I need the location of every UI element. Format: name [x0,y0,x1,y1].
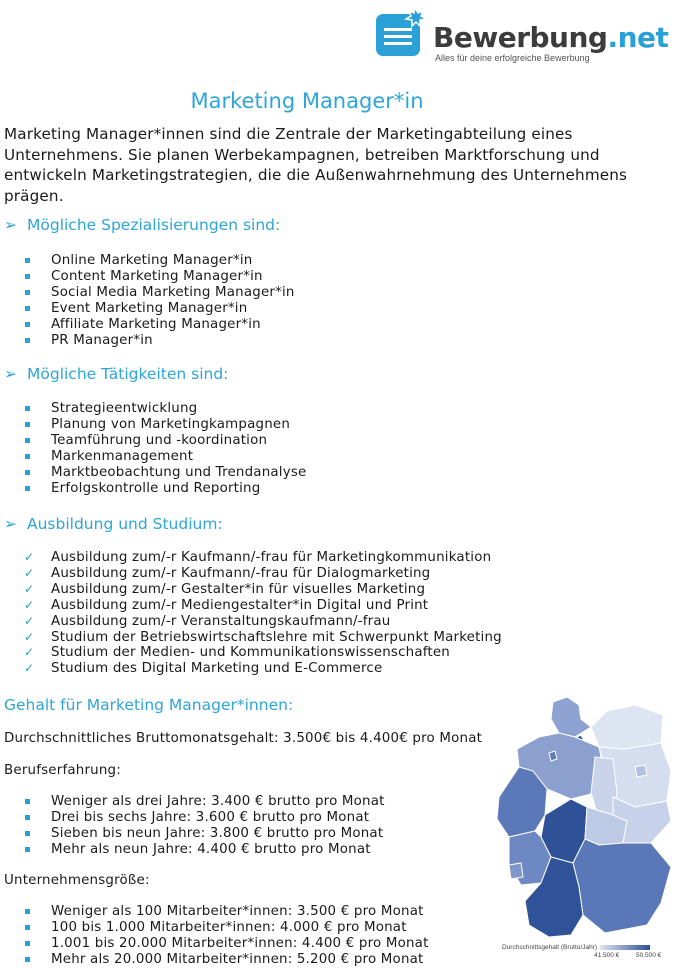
list-item: Mehr als 20.000 Mitarbeiter*innen: 5.200 € pro Monat [22,952,429,968]
arrow-bullet-icon: ➢ [4,365,17,383]
list-item: ✓ Studium des Digital Marketing und E-Commerce [24,661,383,677]
tasks-list [22,401,306,496]
checkmark-icon: ✓ [24,565,35,580]
square-bullet-icon [25,470,30,475]
section-heading-tasks: ➢ Mögliche Tätigkeiten sind: [4,365,229,383]
section-heading-education: ➢ Ausbildung und Studium: [4,515,223,533]
map-region-mecklenburg [591,705,663,749]
list-item: Strategieentwicklung [22,401,306,417]
square-bullet-icon [25,941,30,946]
square-bullet-icon [25,815,30,820]
brand-logo [375,6,681,68]
document-star-icon [375,6,429,58]
map-legend-title: Durchschnittsgehalt (Brutto/Jahr) [502,944,598,951]
list-item: ✓ Ausbildung zum/-r Kaufmann/-frau für Dialogmarketing [24,565,431,581]
square-bullet-icon [25,274,30,279]
map-region-bremen [549,751,557,761]
map-region-schleswig-holstein [551,697,591,737]
list-item: Teamführung und -koordination [22,433,306,449]
square-bullet-icon [25,486,30,491]
checkmark-icon: ✓ [24,550,35,564]
map-legend-min: 41.500 € [594,952,620,959]
list-item: 1.001 bis 20.000 Mitarbeiter*innen: 4.400 € pro Monat [22,936,429,952]
brand-tagline: Alles für deine erfolgreiche Bewerbung [435,53,590,63]
list-item: Sieben bis neun Jahre: 3.800 € brutto pro Monat [22,826,385,842]
list-item: ✓ Studium der Betriebswirtschaftslehre mit Schwerpunkt Marketing [24,629,502,645]
square-bullet-icon [25,438,30,443]
list-item: PR Manager*in [22,333,295,349]
list-item: Content Marketing Manager*in [22,269,295,285]
arrow-bullet-icon: ➢ [4,216,17,234]
checkmark-icon: ✓ [24,613,35,628]
company-size-label: Unternehmensgröße: [4,873,150,888]
intro-paragraph: Marketing Manager*innen sind die Zentrale der Marketingabteilung eines Unternehmens. Sie planen Werbekampagnen, betreiben Marktforschung und entwickeln Marketingstrategien, die die Außenwahrnehmung des Unternehmens prägen. [4,125,628,205]
square-bullet-icon [25,925,30,930]
checkmark-icon: ✓ [24,597,35,612]
square-bullet-icon [25,306,30,311]
list-item: ✓ Ausbildung zum/-r Veranstaltungskaufmann/-frau [24,613,391,629]
square-bullet-icon [25,847,30,852]
list-item: Mehr als neun Jahre: 4.400 € brutto pro Monat [22,842,385,858]
square-bullet-icon [25,957,30,962]
checkmark-icon: ✓ [24,661,35,676]
list-item: Planung von Marketingkampagnen [22,417,306,433]
square-bullet-icon [25,422,30,427]
checkmark-icon: ✓ [24,581,35,596]
map-legend-max: 50.500 € [636,952,662,959]
list-item: Weniger als drei Jahre: 3.400 € brutto pro Monat [22,794,385,810]
list-item: ✓ Ausbildung zum/-r Gestalter*in für visuelles Marketing [24,581,426,597]
section-heading-specializations: ➢ Mögliche Spezialisierungen sind: [4,216,281,234]
company-size-list [22,904,429,968]
page-title: Marketing Manager*in [190,89,424,113]
germany-salary-map [495,697,675,941]
salary-average: Durchschnittliches Bruttomonatsgehalt: 3.500€ bis 4.400€ pro Monat [4,731,483,746]
brand-wordmark: Bewerbung.net [433,21,669,54]
map-legend-gradient [600,945,650,950]
list-item: Affiliate Marketing Manager*in [22,317,295,333]
list-item: Weniger als 100 Mitarbeiter*innen: 3.500 € pro Monat [22,904,429,920]
list-item: Event Marketing Manager*in [22,301,295,317]
list-item: Marktbeobachtung und Trendanalyse [22,465,306,481]
list-item: Drei bis sechs Jahre: 3.600 € brutto pro Monat [22,810,385,826]
salary-heading: Gehalt für Marketing Manager*innen: [4,696,294,714]
square-bullet-icon [25,909,30,914]
experience-label: Berufserfahrung: [4,763,121,778]
list-item: ✓ Ausbildung zum/-r Mediengestalter*in Digital und Print [24,597,429,613]
map-region-berlin [635,765,647,777]
arrow-bullet-icon: ➢ [4,515,17,533]
specializations-list [22,253,295,348]
list-item: ✓ Studium der Medien- und Kommunikationswissenschaften [24,645,450,661]
list-item: Erfolgskontrolle und Reporting [22,481,306,497]
square-bullet-icon [25,454,30,459]
square-bullet-icon [25,290,30,295]
square-bullet-icon [25,799,30,804]
checkmark-icon: ✓ [24,629,35,644]
square-bullet-icon [25,322,30,327]
square-bullet-icon [25,406,30,411]
map-region-saarland [509,863,523,879]
square-bullet-icon [25,258,30,263]
list-item: ✓ Ausbildung zum/-r Kaufmann/-frau für Marketingkommunikation [24,550,492,565]
education-list [22,550,502,677]
list-item: 100 bis 1.000 Mitarbeiter*innen: 4.000 € pro Monat [22,920,429,936]
checkmark-icon: ✓ [24,645,35,660]
list-item: Online Marketing Manager*in [22,253,295,269]
map-region-bayern [573,839,671,933]
list-item: Social Media Marketing Manager*in [22,285,295,301]
square-bullet-icon [25,831,30,836]
experience-list [22,794,385,858]
square-bullet-icon [25,338,30,343]
list-item: Markenmanagement [22,449,306,465]
